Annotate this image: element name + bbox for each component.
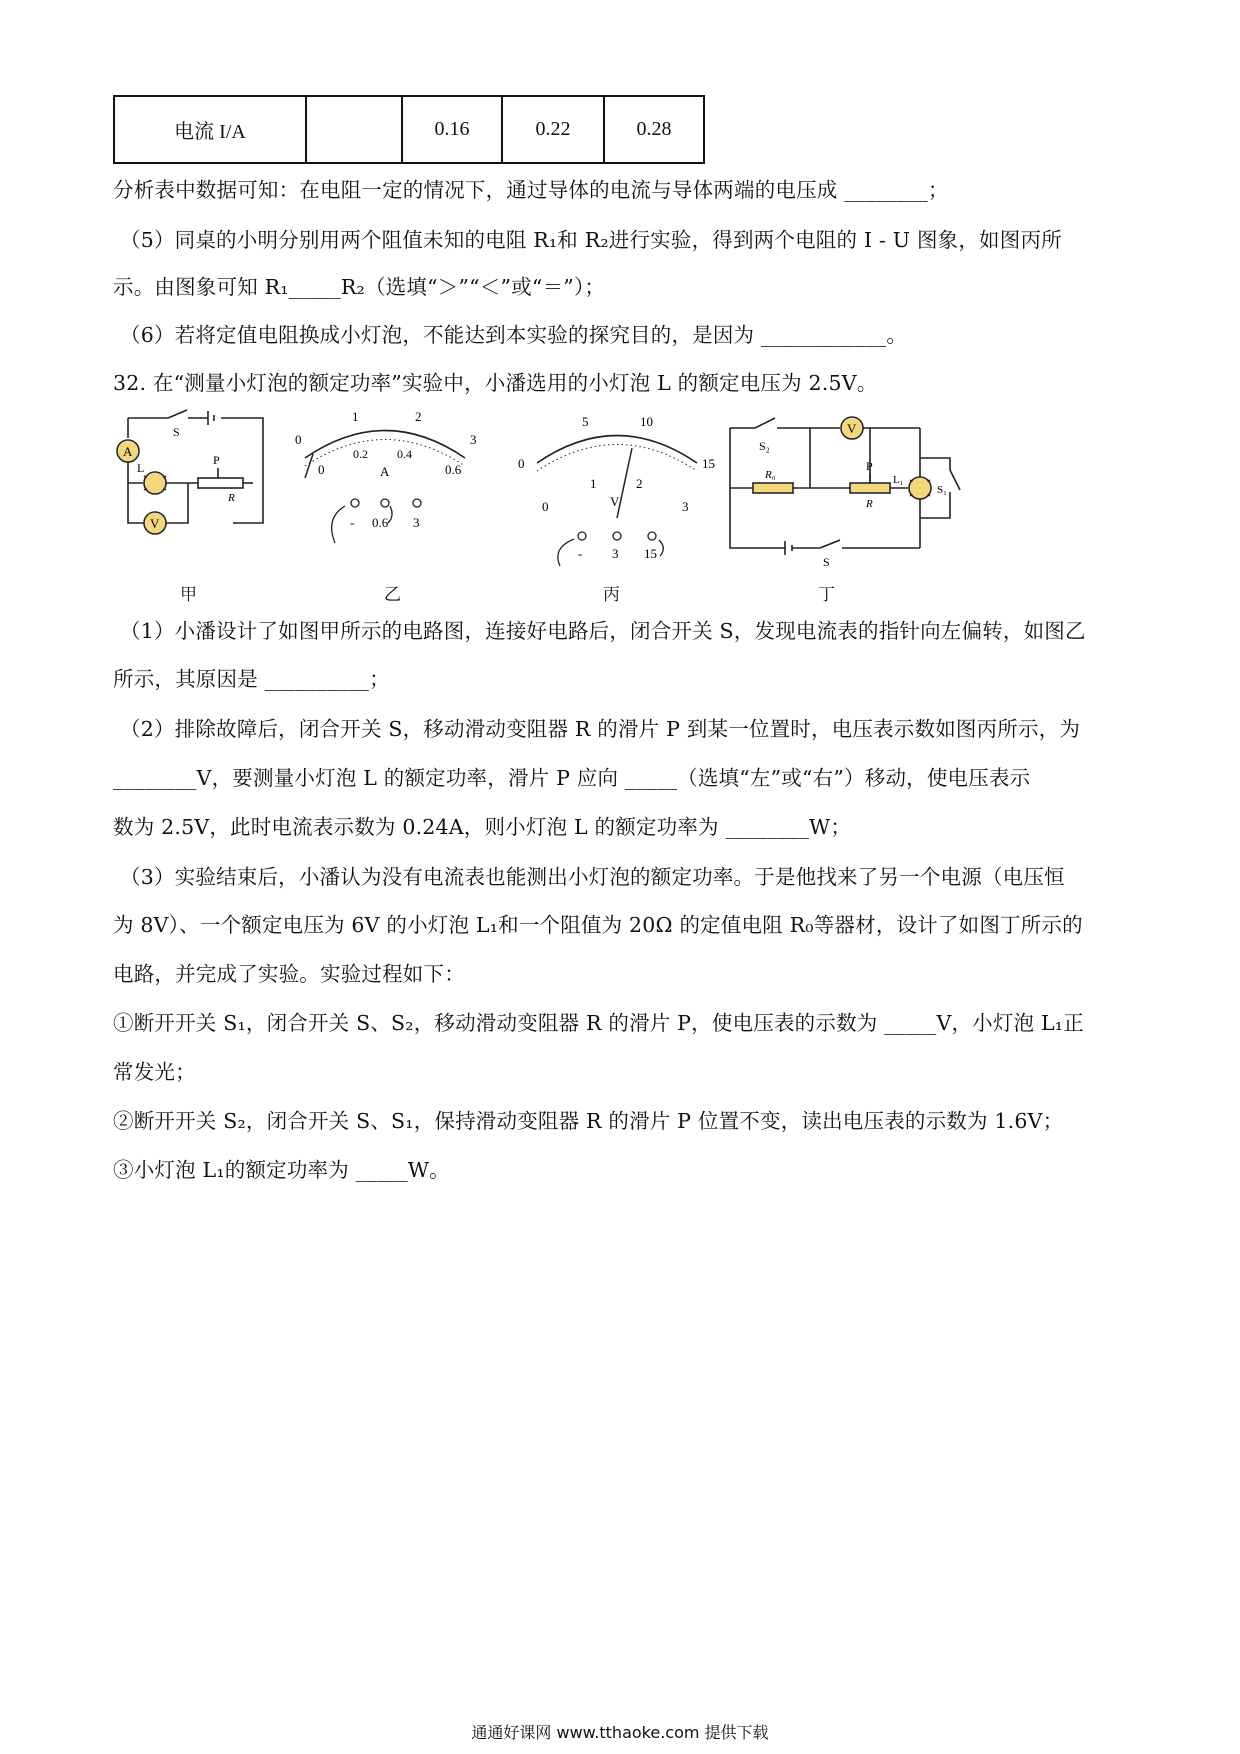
label-s: S [173, 425, 180, 439]
label-r0: R₀ [765, 469, 776, 481]
scale-top-2: 2 [415, 409, 422, 424]
scale-bottom-1: 0.2 [353, 447, 368, 461]
scale-top-3: 3 [470, 432, 477, 447]
text-line: ②断开开关 S₂，闭合开关 S、S₁，保持滑动变阻器 R 的滑片 P 位置不变，读出电压表的示数为 1.6V； [113, 1109, 1064, 1133]
text-line: 分析表中数据可知：在电阻一定的情况下，通过导体的电流与导体两端的电压成 ________； [113, 178, 949, 202]
scale-top-3: 15 [702, 456, 715, 471]
scale-top-1: 5 [582, 414, 589, 429]
terminal-3: 3 [413, 515, 420, 530]
text-line: （3）实验结束后，小潘认为没有电流表也能测出小灯泡的额定功率。于是他找来了另一个电源（电压恒 [120, 865, 1065, 889]
scale-bottom-0: 0 [542, 499, 549, 514]
text-line: （2）排除故障后，闭合开关 S，移动滑动变阻器 R 的滑片 P 到某一位置时，电压表示数如图丙所示，为 [120, 717, 1081, 741]
text-line: 电路，并完成了实验。实验过程如下： [113, 962, 465, 986]
table-cell [306, 96, 402, 163]
label-p: P [866, 459, 873, 473]
scale-top-0: 0 [518, 456, 525, 471]
scale-bottom-2: 2 [636, 476, 643, 491]
text-line: （1）小潘设计了如图甲所示的电路图，连接好电路后，闭合开关 S，发现电流表的指针向左偏转，如图乙 [120, 619, 1086, 643]
scale-bottom-3: 3 [682, 499, 689, 514]
table-cell: 0.28 [604, 96, 704, 163]
unit-label: V [610, 494, 620, 509]
figure-yi-ammeter [285, 408, 485, 568]
terminal-06: 0.6 [372, 515, 389, 530]
voltmeter-icon: V [150, 516, 160, 531]
scale-bottom-2: 0.4 [397, 447, 412, 461]
terminal-15: 15 [644, 546, 657, 561]
caption-bing: 丙 [603, 585, 620, 605]
label-l: L [137, 461, 145, 475]
scale-bottom-0: 0 [318, 462, 325, 477]
caption-jia: 甲 [180, 585, 197, 605]
unit-label: A [380, 464, 390, 479]
terminal-3: 3 [612, 546, 619, 561]
table-row [114, 96, 704, 163]
table-row-label: 电流 I/A [114, 96, 306, 163]
text-line: （5）同桌的小明分别用两个阻值未知的电阻 R₁和 R₂进行实验，得到两个电阻的 I - U 图象，如图丙所 [120, 228, 1062, 252]
terminal-minus: - [350, 515, 355, 530]
scale-top-0: 0 [295, 432, 302, 447]
label-r: R [228, 492, 235, 504]
figure-ding-circuit [725, 408, 985, 578]
text-line: ③小灯泡 L₁的额定功率为 _____W。 [113, 1158, 450, 1182]
text-line: 数为 2.5V，此时电流表示数为 0.24A，则小灯泡 L 的额定功率为 ________W； [113, 815, 852, 839]
text-line: （6）若将定值电阻换成小灯泡，不能达到本实验的探究目的，是因为 ____________。 [120, 323, 908, 347]
question-title: 32. 在“测量小灯泡的额定功率”实验中，小潘选用的小灯泡 L 的额定电压为 2.5V。 [113, 371, 878, 395]
text-line: ①断开开关 S₁，闭合开关 S、S₂，移动滑动变阻器 R 的滑片 P，使电压表的示数为 _____V，小灯泡 L₁正 [113, 1011, 1084, 1035]
text-line: 示。由图象可知 R₁_____R₂（选填“＞”“＜”或“＝”）； [113, 275, 606, 299]
label-p: P [213, 453, 220, 467]
label-s2: S₂ [759, 439, 770, 453]
terminal-minus: - [578, 546, 583, 561]
label-s1: S₁ [937, 484, 947, 496]
scale-top-2: 10 [640, 414, 653, 429]
table-cell: 0.16 [402, 96, 502, 163]
caption-ding: 丁 [818, 585, 835, 605]
caption-yi: 乙 [384, 585, 401, 605]
figure-jia-circuit [113, 408, 273, 568]
text-line: 常发光； [113, 1060, 196, 1084]
voltmeter-icon: V [847, 421, 857, 436]
page-footer: 通通好课网 www.tthaoke.com 提供下载 [471, 1723, 769, 1742]
current-table [113, 95, 705, 164]
scale-top-1: 1 [352, 409, 359, 424]
text-line: 为 8V）、一个额定电压为 6V 的小灯泡 L₁和一个阻值为 20Ω 的定值电阻 R₀等器材，设计了如图丁所示的 [113, 913, 1083, 937]
figure-bing-voltmeter [512, 408, 722, 568]
scale-bottom-3: 0.6 [445, 462, 462, 477]
scale-bottom-1: 1 [590, 476, 597, 491]
text-line: 所示，其原因是 __________； [113, 667, 390, 691]
label-s: S [823, 555, 830, 569]
label-r: R [866, 498, 873, 510]
ammeter-icon: A [123, 444, 133, 459]
text-line: ________V，要测量小灯泡 L 的额定功率，滑片 P 应向 _____（选填“左”或“右”）移动，使电压表示 [113, 766, 1031, 790]
label-l1: L₁ [893, 474, 904, 486]
table-cell: 0.22 [502, 96, 604, 163]
